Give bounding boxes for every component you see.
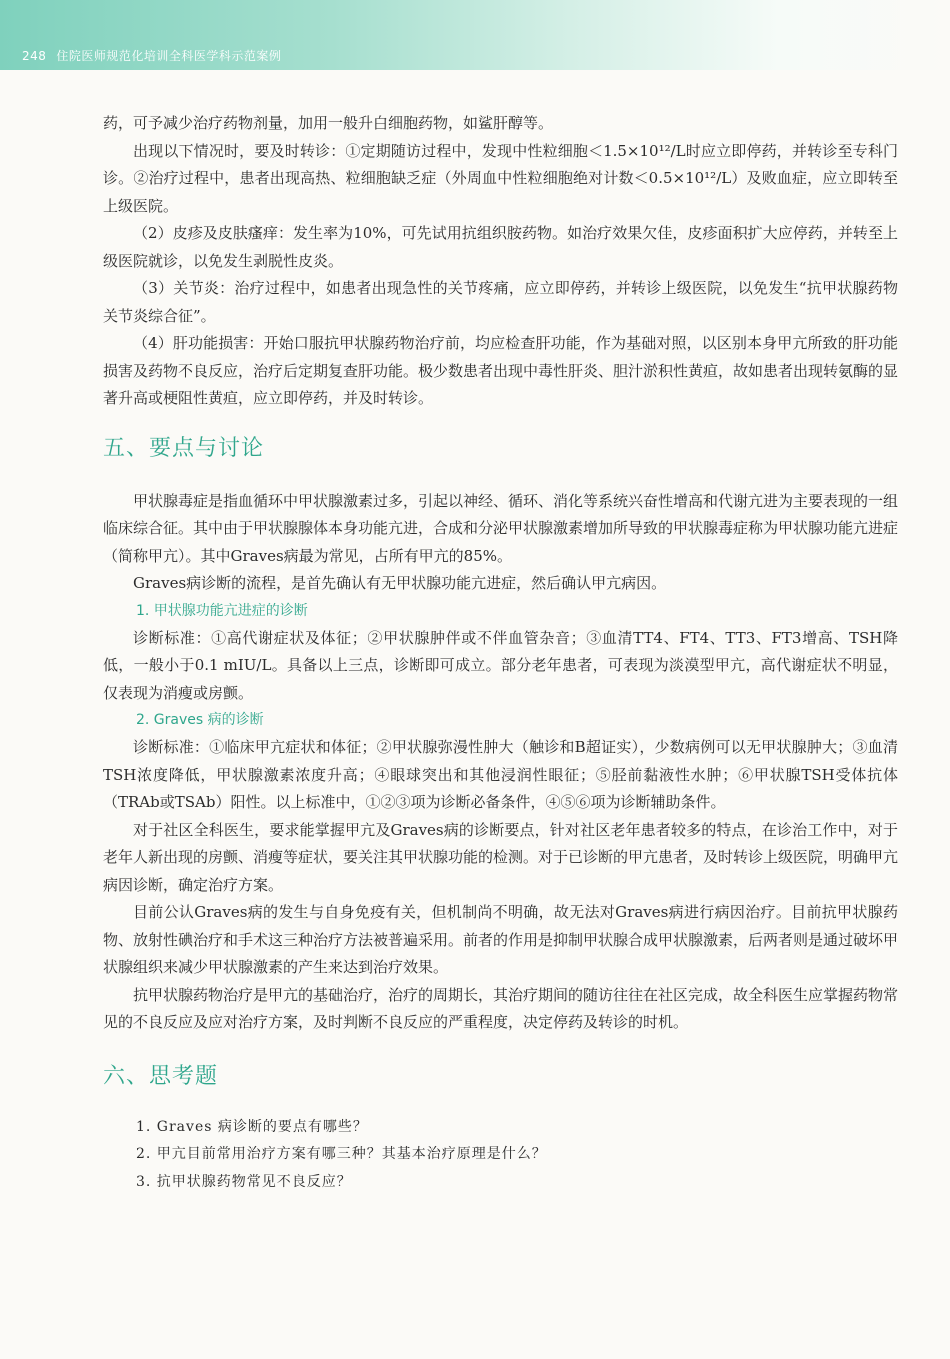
- paragraph: 药，可予减少治疗药物剂量，加用一般升白细胞药物，如鲨肝醇等。: [103, 114, 554, 132]
- paragraph: 甲状腺毒症是指血循环中甲状腺激素过多，引起以神经、循环、消化等系统兴奋性增高和代谢亢进为主要表现的一组临床综合征。其中由于甲状腺腺体本身功能亢进，合成和分泌甲状腺激素增加所导致的甲状腺毒症称为甲状腺功能亢进症（简称甲亢）。其中Graves病最为常见，占所有甲亢的85%。: [103, 491, 899, 565]
- paragraph: 诊断标准：①临床甲亢症状和体征；②甲状腺弥漫性肿大（触诊和B超证实），少数病例可以无甲状腺肿大；③血清TSH浓度降低，甲状腺激素浓度升高；④眼球突出和其他浸润性眼征；⑤胫前黏液性水肿；⑥甲状腺TSH受体抗体（TRAb或TSAb）阳性。以上标准中，①②③项为诊断必备条件，④⑤⑥项为诊断辅助条件。: [103, 738, 898, 811]
- section-heading: 五、要点与讨论: [103, 435, 265, 461]
- paragraph: （4）肝功能损害：开始口服抗甲状腺药物治疗前，均应检查肝功能，作为基础对照，以区别本身甲亢所致的肝功能损害及药物不良反应，治疗后定期复查肝功能。极少数患者出现中毒性肝炎、胆汁淤积性黄疸，故如患者出现转氨酶的显著升高或梗阻性黄疸，应立即停药，并及时转诊。: [103, 334, 899, 407]
- question-item: 2. 甲亢目前常用治疗方案有哪三种？其基本治疗原理是什么？: [136, 1146, 547, 1162]
- book-title: 住院医师规范化培训全科医学科示范案例: [56, 49, 282, 63]
- question-item: 1. Graves 病诊断的要点有哪些？: [136, 1118, 368, 1135]
- paragraph: 诊断标准：①高代谢症状及体征；②甲状腺肿伴或不伴血管杂音；③血清TT4、FT4、TT3、FT3增高、TSH降低，一般小于0.1 mIU/L。具备以上三点，诊断即可成立。部分老年患者，可表现为淡漠型甲亢，高代谢症状不明显，仅表现为消瘦或房颤。: [103, 628, 898, 702]
- subsection-heading: 1. 甲状腺功能亢进症的诊断: [136, 602, 308, 619]
- section-heading: 六、思考题: [103, 1063, 219, 1089]
- running-header: [22, 47, 281, 64]
- paragraph: 目前公认Graves病的发生与自身免疫有关，但机制尚不明确，故无法对Graves病进行病因治疗。目前抗甲状腺药物、放射性碘治疗和手术这三种治疗方法被普遍采用。前者的作用是抑制甲状腺合成甲状腺激素，后两者则是通过破坏甲状腺组织来减少甲状腺激素的产生来达到治疗效果。: [103, 903, 899, 976]
- page-content: [103, 110, 898, 1196]
- subsection-heading: 2. Graves 病的诊断: [136, 712, 264, 728]
- question-item: 3. 抗甲状腺药物常见不良反应？: [136, 1173, 352, 1190]
- paragraph: Graves病诊断的流程，是首先确认有无甲状腺功能亢进症，然后确认甲亢病因。: [133, 574, 667, 592]
- paragraph: 抗甲状腺药物治疗是甲亢的基础治疗，治疗的周期长，其治疗期间的随访往往在社区完成，故全科医生应掌握药物常见的不良反应及应对治疗方案，及时判断不良反应的严重程度，决定停药及转诊的时机。: [103, 985, 899, 1031]
- paragraph: （3）关节炎：治疗过程中，如患者出现急性的关节疼痛，应立即停药，并转诊上级医院，以免发生“抗甲状腺药物关节炎综合征”。: [103, 279, 898, 325]
- paragraph: 对于社区全科医生，要求能掌握甲亢及Graves病的诊断要点，针对社区老年患者较多的特点，在诊治工作中，对于老年人新出现的房颤、消瘦等症状，要关注其甲状腺功能的检测。对于已诊断的甲亢患者，及时转诊上级医院，明确甲亢病因诊断，确定治疗方案。: [103, 820, 899, 894]
- paragraph: 出现以下情况时，要及时转诊：①定期随访过程中，发现中性粒细胞＜1.5×10¹²/L时应立即停药，并转诊至专科门诊。②治疗过程中，患者出现高热、粒细胞缺乏症（外周血中性粒细胞绝对计数＜0.5×10¹²/L）及败血症，应立即转至上级医院。: [103, 141, 898, 215]
- page-number: 248: [22, 49, 47, 63]
- paragraph: （2）皮疹及皮肤瘙痒：发生率为10%，可先试用抗组织胺药物。如治疗效果欠佳，皮疹面积扩大应停药，并转至上级医院就诊，以免发生剥脱性皮炎。: [103, 224, 898, 270]
